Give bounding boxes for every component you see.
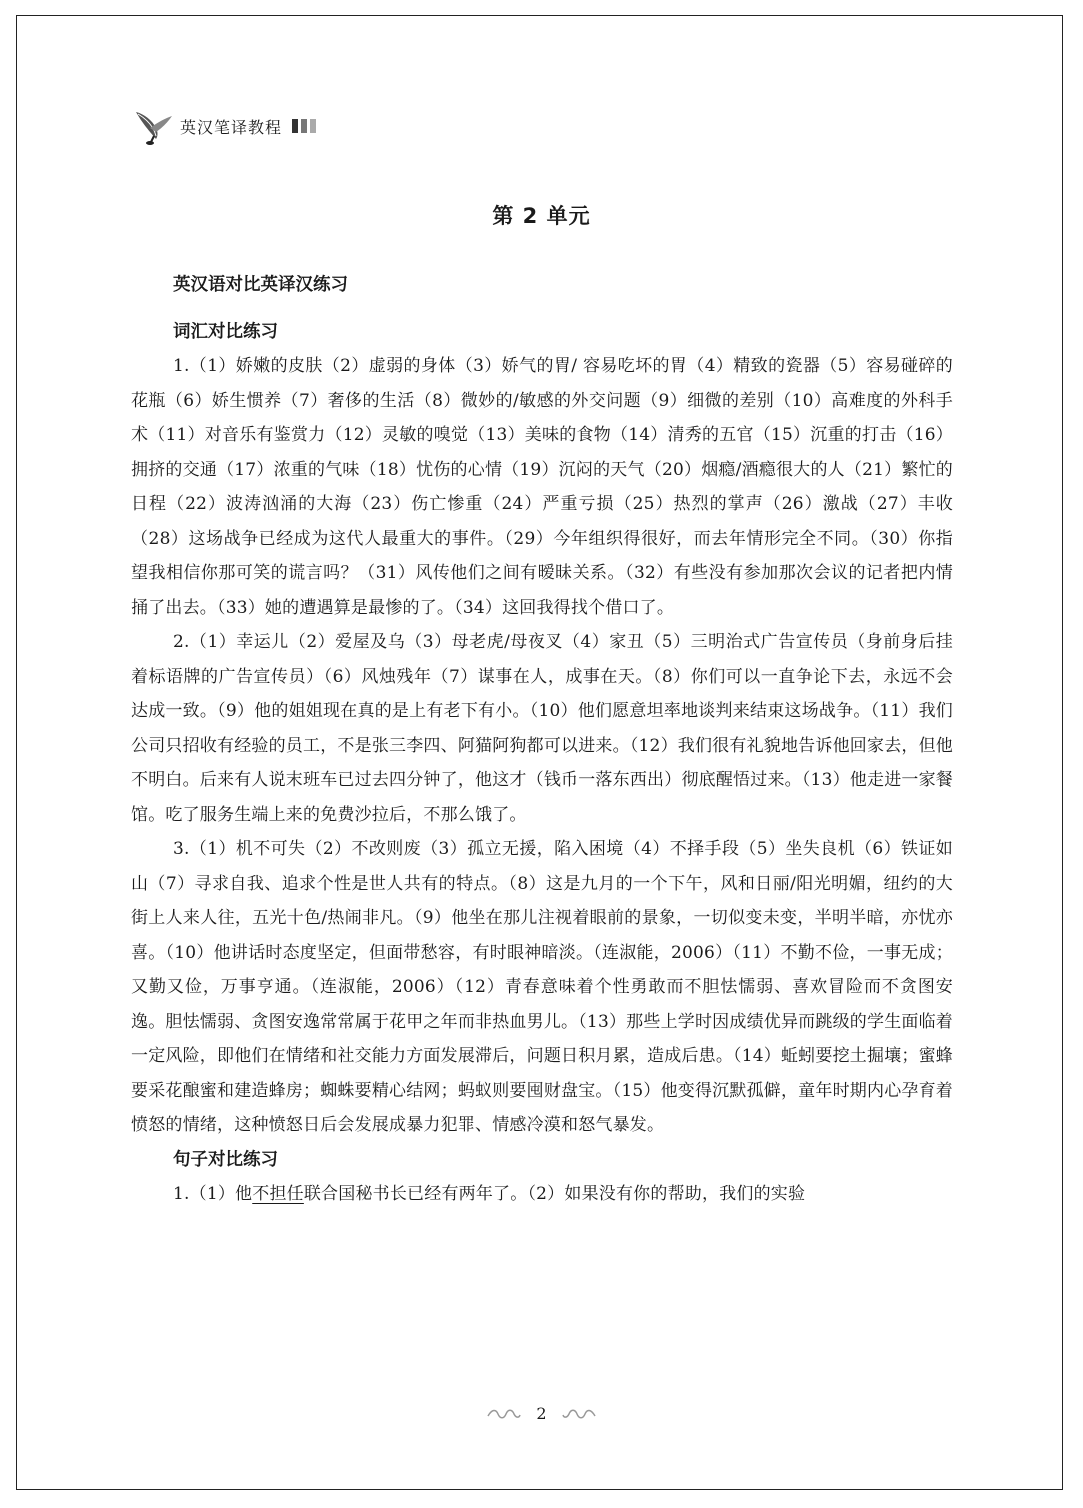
sentence-text-before: 1.（1）他 <box>173 1183 253 1204</box>
sentence-text-after: 联合国秘书长已经有两年了。（2）如果没有你的帮助，我们的实验 <box>303 1183 806 1204</box>
header-decoration-bars <box>292 119 316 133</box>
main-content <box>131 268 953 1211</box>
page-number: 2 <box>536 1404 547 1423</box>
page-footer <box>0 1404 1083 1423</box>
running-header <box>130 106 316 146</box>
section-title: 英汉语对比英译汉练习 <box>173 275 348 295</box>
header-bar-mid <box>301 119 307 133</box>
left-ornament-icon <box>486 1407 522 1421</box>
vocab-paragraph-1: 1.（1）娇嫩的皮肤（2）虚弱的身体（3）娇气的胃/ 容易吃坏的胃（4）精致的瓷器（5）容易碰碎的花瓶（6）娇生惯养（7）奢侈的生活（8）微妙的/敏感的外交问题（9）细微的差别（10）高难度的外科手术（11）对音乐有鉴赏力（12）灵敏的嗅觉（13）美味的食物（14）清秀的五官（15）沉重的打击（16）拥挤的交通（17）浓重的气味（18）忧伤的心情（19）沉闷的天气（20）烟瘾/酒瘾很大的人（21）繁忙的日程（22）波涛汹涌的大海（23）伤亡惨重（24）严重亏损（25）热烈的掌声（26）激战（27）丰收（28）这场战争已经成为这代人最重大的事件。（29）今年组织得很好，而去年情形完全不同。（30）你指望我相信你那可笑的谎言吗？（31）风传他们之间有暧昧关系。（32）有些没有参加那次会议的记者把内情捅了出去。（33）她的遭遇算是最惨的了。（34）这回我得找个借口了。 <box>131 356 953 618</box>
quill-logo-icon <box>130 106 174 146</box>
sentence-paragraph-1 <box>131 1177 953 1212</box>
right-ornament-icon <box>561 1407 597 1421</box>
header-bar-dark <box>292 119 298 133</box>
book-title: 英汉笔译教程 <box>180 117 283 137</box>
header-bar-light <box>310 119 316 133</box>
vocab-heading: 词汇对比练习 <box>173 322 278 342</box>
underlined-phrase: 不担任 <box>252 1183 304 1204</box>
vocab-paragraph-3: 3.（1）机不可失（2）不改则废（3）孤立无援，陷入困境（4）不择手段（5）坐失良机（6）铁证如山（7）寻求自我、追求个性是世人共有的特点。（8）这是九月的一个下午，风和日丽/阳光明媚，纽约的大街上人来人往，五光十色/热闹非凡。（9）他坐在那儿注视着眼前的景象，一切似变未变，半明半暗，亦忧亦喜。（10）他讲话时态度坚定，但面带愁容，有时眼神暗淡。（连淑能，2006）（11）不勤不俭，一事无成；又勤又俭，万事亨通。（连淑能，2006）（12）青春意味着个性勇敢而不胆怯懦弱、喜欢冒险而不贪图安逸。胆怯懦弱、贪图安逸常常属于花甲之年而非热血男儿。（13）那些上学时因成绩优异而跳级的学生面临着一定风险，即他们在情绪和社交能力方面发展滞后，问题日积月累，造成后患。（14）蚯蚓要挖土掘壤；蜜蜂要采花酿蜜和建造蜂房；蜘蛛要精心结网；蚂蚁则要囤财盘宝。（15）他变得沉默孤僻，童年时期内心孕育着愤怒的情绪，这种愤怒日后会发展成暴力犯罪、情感冷漠和怒气暴发。 <box>131 839 953 1135</box>
vocab-paragraph-2: 2.（1）幸运儿（2）爱屋及乌（3）母老虎/母夜叉（4）家丑（5）三明治式广告宣传员（身前身后挂着标语牌的广告宣传员）（6）风烛残年（7）谋事在人，成事在天。（8）你们可以一直争论下去，永远不会达成一致。（9）他的姐姐现在真的是上有老下有小。（10）他们愿意坦率地谈判来结束这场战争。（11）我们公司只招收有经验的员工，不是张三李四、阿猫阿狗都可以进来。（12）我们很有礼貌地告诉他回家去，但他不明白。后来有人说末班车已过去四分钟了，他这才（钱币一落东西出）彻底醒悟过来。（13）他走进一家餐馆。吃了服务生端上来的免费沙拉后，不那么饿了。 <box>131 632 953 825</box>
sentence-heading: 句子对比练习 <box>173 1149 278 1170</box>
unit-title: 第 2 单元 <box>492 204 591 228</box>
